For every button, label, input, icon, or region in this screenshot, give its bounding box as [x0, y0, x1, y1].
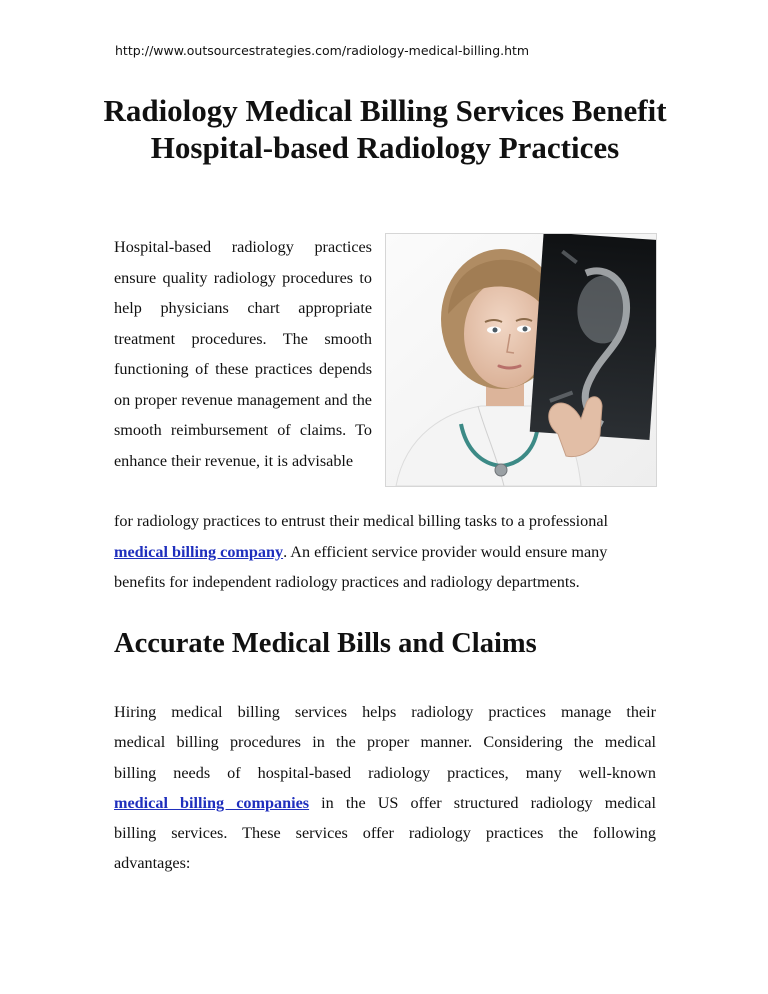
section-paragraph	[114, 697, 656, 879]
section-line-4	[114, 788, 656, 818]
intro-line-3: benefits for independent radiology practices and radiology departments.	[114, 573, 580, 591]
section-heading: Accurate Medical Bills and Claims	[114, 628, 537, 659]
section-line-1: Hiring medical billing services helps radiology practices manage their	[114, 703, 656, 721]
intro-paragraph: Hospital-based radiology practices ensure quality radiology procedures to help physicians chart appropriate treatment procedures. The smooth functioning of these practices depends on proper revenue management and the smooth reimbursement of claims. To enhance their revenue, it is advisable	[114, 238, 372, 470]
intro-continuation	[114, 506, 656, 598]
radiologist-illustration	[386, 234, 656, 486]
section-line-6: advantages:	[114, 854, 191, 873]
source-url: http://www.outsourcestrategies.com/radiology-medical-billing.htm	[115, 43, 530, 58]
intro-line-2-text: . An efficient service provider would ensure many	[283, 542, 608, 561]
section-line-5: billing services. These services offer radiology practices the following	[114, 824, 656, 843]
section-line-3: billing needs of hospital-based radiology practices, many well-known	[114, 763, 656, 782]
page-title: Radiology Medical Billing Services Benefit Hospital-based Radiology Practices	[103, 93, 667, 165]
section-line-2: medical billing procedures in the proper manner. Considering the medical	[114, 733, 656, 752]
medical-billing-companies-link[interactable]: medical billing companies	[114, 793, 310, 812]
intro-line-1: for radiology practices to entrust their medical billing tasks to a professional	[114, 512, 609, 530]
intro-line-2	[114, 537, 656, 568]
section-line-4-text: in the US offer structured radiology medical	[309, 793, 656, 812]
radiologist-photo	[385, 233, 657, 487]
medical-billing-company-link[interactable]: medical billing company	[114, 542, 284, 561]
